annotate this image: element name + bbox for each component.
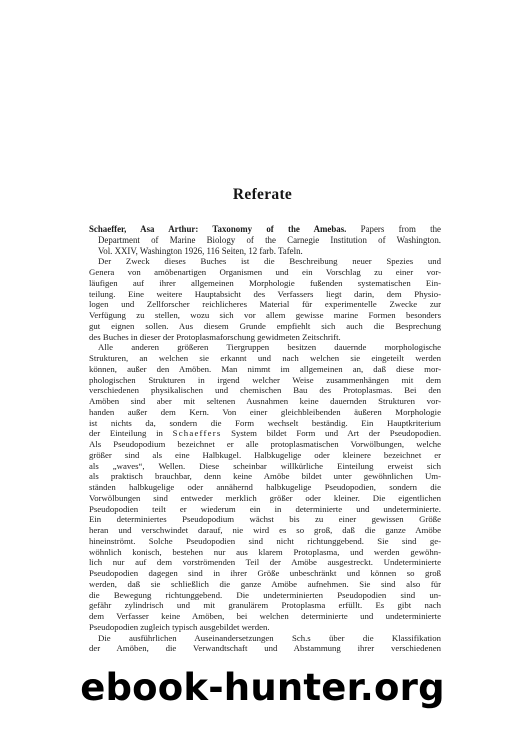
body-line: Alle anderen größeren Tiergruppen besitzen dauernde morphologische [98, 342, 441, 353]
review-text [89, 224, 441, 654]
body-line: Ein determiniertes Pseudopodium wächst bis zu einer gewissen Größe [89, 514, 441, 525]
citation-block [89, 224, 441, 256]
body-line: ständen halbkugelige oder annähernd halbkugelige Pseudopodien, sondern die [89, 482, 441, 492]
body-line: läufigen auf ihrer allgemeinen Morphologie fußenden systematischen Ein- [89, 277, 441, 288]
body-line: Der Zweck dieses Buches ist die Beschreibung neuer Spezies und [98, 256, 441, 267]
body-line: Strukturen, an welchen sie erkannt und nach welchen sie eingeteilt werden [89, 353, 441, 363]
citation-line-1-rest: Papers from the [346, 224, 441, 234]
section-heading: Referate [232, 186, 293, 203]
body-line: Amöben sind aber mit seltenen Ausnahmen keine dauernden Strukturen vor- [89, 396, 441, 406]
body-line: der Amöben, die Verwandtschaft und Abstammung ihrer verschiedenen [89, 643, 441, 654]
body-line: Genera von amöbenartigen Organismen und ein Vorschlag zu einer vor- [89, 267, 441, 277]
body-line: wöhnlich konisch, bestehen nur aus klarem Protoplasma, und werden gewöhn- [89, 546, 441, 557]
body-line: heran und verschwindet darauf, nie wird es so groß, daß die ganze Amöbe [89, 525, 441, 535]
citation-line-1 [89, 224, 441, 235]
body-line: werden, daß sie schließlich die ganze Amöbe aufnehmen. Sie sind also für [89, 578, 441, 589]
body-line: des Buches in dieser der Protoplasmaforschung gewidmeten Zeitschrift. [89, 331, 341, 342]
body-line: verschiedenen physikalischen und chemischen Bau des Protoplasmas. Bei den [89, 385, 441, 396]
body-line: ist nichts da, sondern die Form wechselt beständig. Ein Hauptkriterium [89, 417, 441, 428]
body-line: Pseudopodien dagegen sind in ihrer Größe unbeschränkt und können so groß [89, 568, 441, 578]
watermark-text: ebook-hunter.org [80, 666, 445, 709]
body-line: der Einteilung in Schaeffers System bildet Form und Art der Pseudopodien. [89, 428, 441, 439]
body-line: größer sind als eine Halbkugel. Halbkugelige oder kleinere bezeichnet er [89, 449, 441, 460]
body-line: phologischen Strukturen in irgend welcher Weise zusammenhängen mit dem [89, 374, 441, 385]
author-name-spaced: Schaeffers [172, 428, 222, 439]
body-line: dem Verfasser keine Amöben, bei welchen determinierte und undeterminierte [89, 611, 441, 621]
body-line: Pseudopodien zugleich typisch ausgebildet werden. [89, 621, 270, 632]
paragraph-1 [89, 256, 441, 342]
citation-line-2: Department of Marine Biology of the Carnegie Institution of Washington. [98, 234, 441, 245]
body-line: Verfügung zu stellen, wozu sich vor allem gewisse marine Formen besonders [89, 310, 441, 320]
citation-line-3: Vol. XXIV, Washington 1926, 116 Seiten, 12 farb. Tafeln. [98, 245, 303, 256]
body-line: können, außer den Amöben. Man nimmt im allgemeinen an, daß diese mor- [89, 363, 441, 374]
body-line: logen und Zellforscher reichlicheres Material für experimentelle Zwecke zur [89, 299, 441, 310]
body-line: als praktisch brauchbar, denn keine Amöbe bildet unter gewöhnlichen Um- [89, 471, 441, 482]
body-line: Vorwölbungen sind entweder merklich größer oder kleiner. Die eigentlichen [89, 492, 441, 503]
body-line: als „waves“, Wellen. Diese scheinbar willkürliche Einteilung erweist sich [89, 460, 441, 471]
body-line: gefähr zylindrisch und mit granulärem Protoplasma erfüllt. Es gibt nach [89, 600, 441, 611]
body-line: hineinströmt. Solche Pseudopodien sind nicht richtunggebend. Sie sind ge- [89, 535, 441, 546]
body-line: lich nur auf dem vorströmenden Teil der Amöbe ausgestreckt. Undeterminierte [89, 557, 441, 568]
body-line: die Bewegung richtunggebend. Die undeterminierten Pseudopodien sind un- [89, 589, 441, 600]
body-line: handen außer dem Kern. Von einer gleichbleibenden äußeren Morphologie [89, 406, 441, 417]
author-title: Schaeffer, Asa Arthur: Taxonomy of the Amebas. [89, 224, 347, 234]
paragraph-2 [89, 342, 441, 632]
body-line: Als Pseudopodium bezeichnet er alle protoplasmatischen Vorwölbungen, welche [89, 439, 441, 449]
body-line: gut eignen sollen. Aus diesem Grunde empfiehlt sich auch die Besprechung [89, 320, 441, 331]
body-line: teilung. Eine weitere Hauptabsicht des Verfassers liegt darin, dem Physio- [89, 288, 441, 299]
body-line: Pseudopodien teilt er wiederum ein in determinierte und undeterminierte. [89, 503, 441, 514]
body-line: Die ausführlichen Auseinandersetzungen Sch.s über die Klassifikation [98, 632, 441, 643]
paragraph-3 [89, 633, 441, 655]
